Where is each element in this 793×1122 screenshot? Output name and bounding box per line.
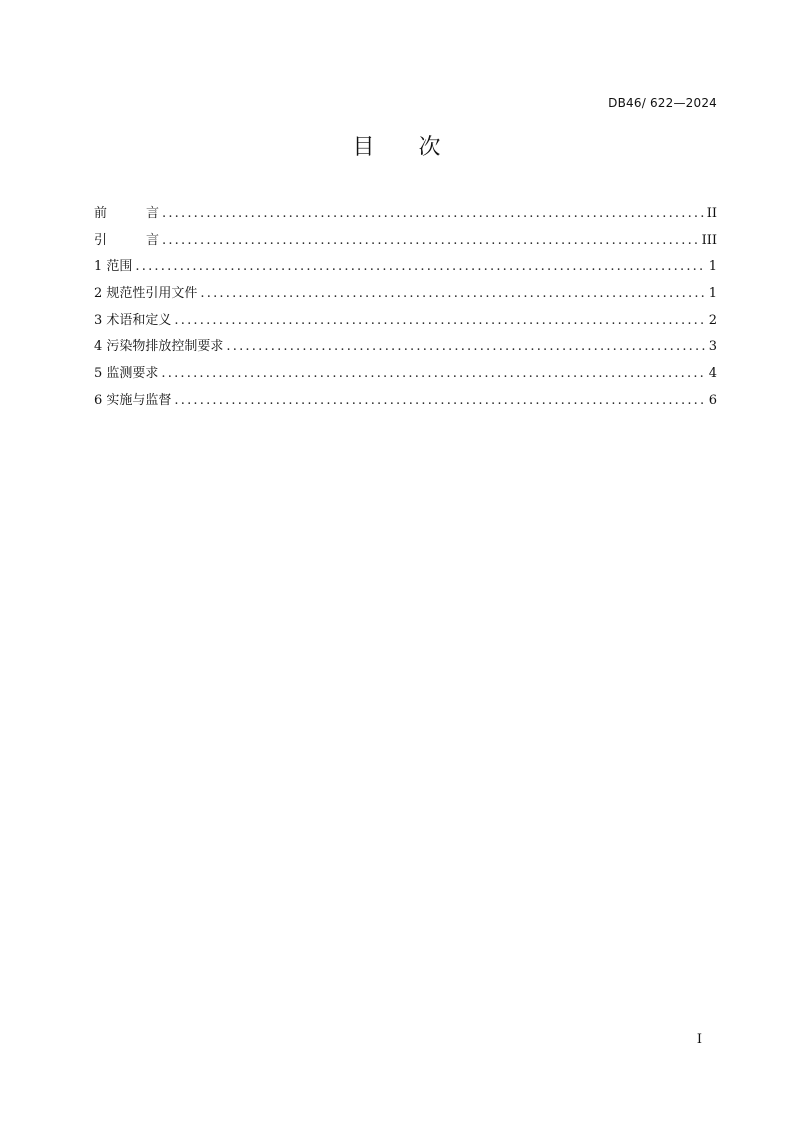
toc-dot-leader	[226, 337, 705, 357]
toc-entry-page: II	[706, 206, 717, 221]
toc-entry-terms-definitions[interactable]	[94, 311, 717, 338]
toc-entry-page: III	[701, 232, 717, 248]
toc-entry-page: 1	[708, 286, 717, 302]
document-code: DB46/ 622—2024	[608, 96, 717, 110]
toc-entry-label: 4 污染物排放控制要求	[94, 339, 224, 355]
toc-entry-page: 6	[708, 392, 717, 408]
toc-entry-page: 3	[708, 339, 717, 355]
toc-dot-leader	[161, 364, 705, 384]
toc-entry-page: 2	[708, 312, 717, 328]
toc-entry-introduction[interactable]	[94, 231, 717, 258]
page-number: I	[696, 1032, 702, 1047]
toc-entry-normative-references[interactable]	[94, 284, 717, 311]
toc-entry-scope[interactable]	[94, 257, 717, 284]
toc-entry-label: 1 范围	[94, 259, 133, 275]
page-title: 目 次	[352, 135, 441, 160]
toc-dot-leader	[135, 257, 705, 277]
toc-dot-leader	[174, 391, 705, 411]
toc-dot-leader	[174, 311, 705, 331]
toc-dot-leader	[162, 204, 704, 224]
toc-entry-implementation[interactable]	[94, 391, 717, 418]
toc-entry-monitoring[interactable]	[94, 364, 717, 391]
table-of-contents	[94, 204, 717, 418]
toc-entry-label: 3 术语和定义	[94, 312, 172, 328]
toc-entry-label: 引 言	[94, 232, 160, 248]
toc-entry-emission-control[interactable]	[94, 337, 717, 364]
toc-entry-label: 5 监测要求	[94, 366, 159, 382]
toc-entry-page: 1	[708, 259, 717, 275]
toc-entry-foreword[interactable]	[94, 204, 717, 231]
toc-dot-leader	[200, 284, 705, 304]
toc-entry-label: 2 规范性引用文件	[94, 286, 198, 302]
toc-entry-page: 4	[708, 366, 717, 382]
toc-entry-label: 前 言	[94, 206, 160, 221]
toc-dot-leader	[162, 231, 699, 251]
toc-entry-label: 6 实施与监督	[94, 392, 172, 408]
